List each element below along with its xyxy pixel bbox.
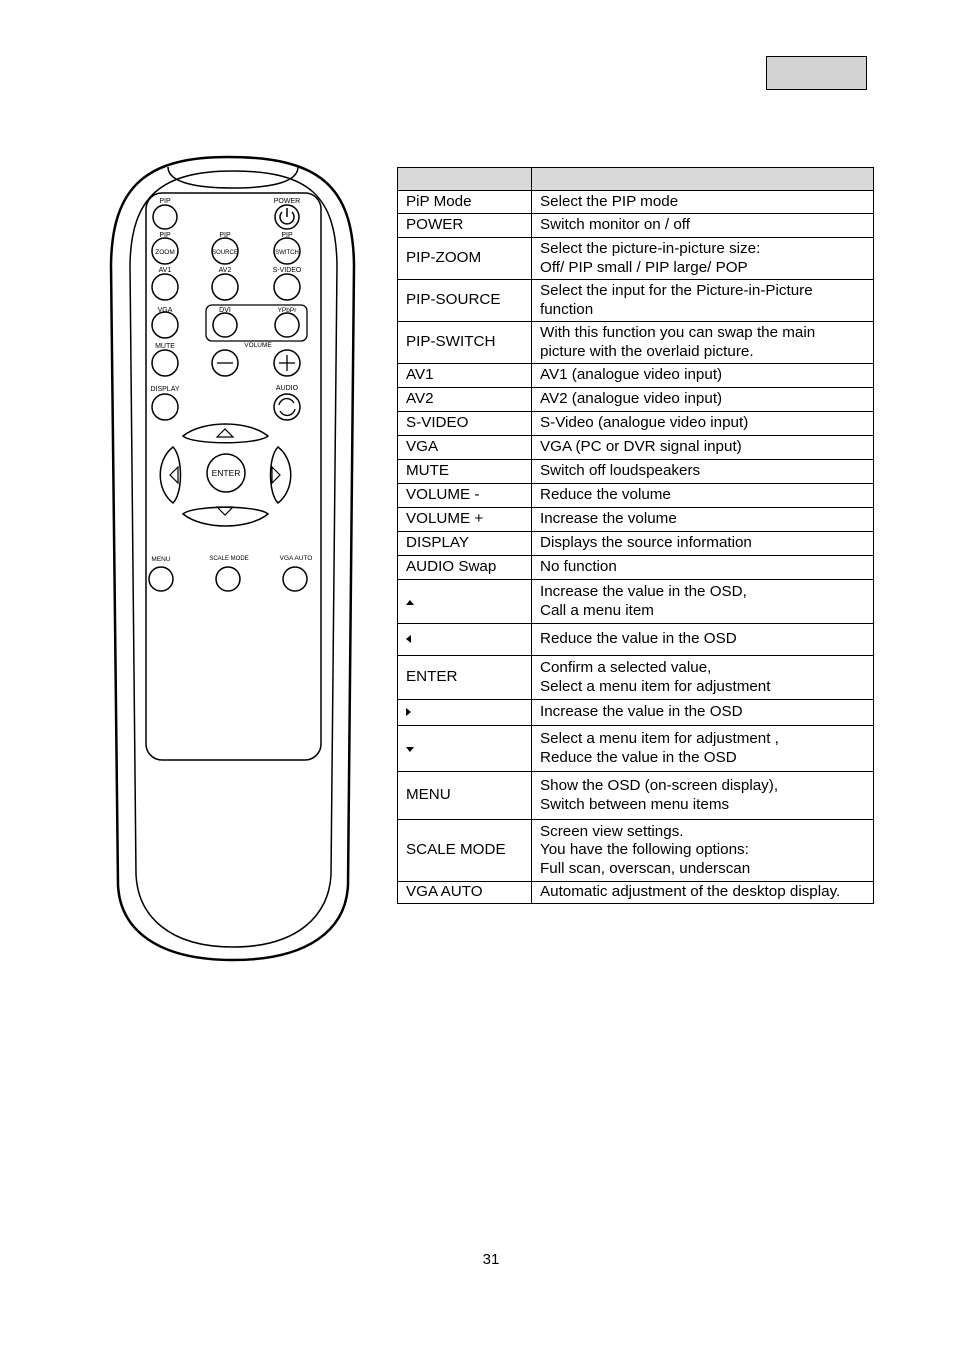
display-label: DISPLAY <box>150 386 180 393</box>
function-text-line: AV2 (analogue video input) <box>540 390 723 408</box>
function-cell <box>532 820 874 882</box>
enter-button[interactable] <box>207 454 245 492</box>
table-row <box>398 322 874 364</box>
swap-icon <box>279 399 295 416</box>
function-text-line: Increase the volume <box>540 510 677 528</box>
key-cell: SCALE MODE <box>398 820 532 882</box>
function-cell <box>532 412 874 436</box>
function-text-line: You have the following options: <box>540 841 749 859</box>
function-text-line: Switch off loudspeakers <box>540 462 701 480</box>
key-cell: MUTE <box>398 460 532 484</box>
function-text-line: No function <box>540 558 617 576</box>
function-text-line: Reduce the value in the OSD <box>540 630 737 648</box>
av1-button[interactable] <box>152 267 178 300</box>
table-row <box>398 214 874 238</box>
function-cell <box>532 484 874 508</box>
function-cell <box>532 364 874 388</box>
av2-button[interactable] <box>212 267 238 300</box>
key-cell: DISPLAY <box>398 532 532 556</box>
table-row <box>398 436 874 460</box>
table-row <box>398 388 874 412</box>
function-text-line: Increase the value in the OSD <box>540 703 743 721</box>
function-text-line: Select the input for the Picture-in-Picture <box>540 282 813 299</box>
table-row <box>398 484 874 508</box>
table-row <box>398 624 874 656</box>
table-row <box>398 820 874 882</box>
table-row <box>398 191 874 214</box>
function-text-line: Call a menu item <box>540 601 654 619</box>
function-text-line: Show the OSD (on-screen display), <box>540 777 779 794</box>
pip-switch-top-label: PIP <box>281 232 293 239</box>
table-row <box>398 508 874 532</box>
volume-label: VOLUME <box>244 342 272 349</box>
dpad-down-button[interactable] <box>183 507 268 526</box>
key-cell: MENU <box>398 772 532 820</box>
key-cell: AV2 <box>398 388 532 412</box>
vga-auto-button[interactable] <box>283 567 307 591</box>
vga-label: VGA <box>157 307 173 314</box>
zoom-button[interactable] <box>152 238 178 264</box>
function-cell <box>532 556 874 580</box>
arrow-down-icon <box>406 747 414 752</box>
menu-label: MENU <box>151 556 171 563</box>
key-cell <box>398 700 532 726</box>
function-cell <box>532 700 874 726</box>
switch-label: SWITCH <box>275 250 299 256</box>
key-cell: S-VIDEO <box>398 412 532 436</box>
key-cell <box>398 726 532 772</box>
key-cell: ENTER <box>398 656 532 700</box>
table-row <box>398 700 874 726</box>
dvi-label: DVI <box>219 307 231 314</box>
vga-auto-label: VGA AUTO <box>279 555 313 562</box>
pip-source-top-label: PIP <box>219 232 231 239</box>
arrow-left-icon <box>170 467 178 483</box>
menu-button[interactable] <box>149 567 173 591</box>
display-button[interactable] <box>152 394 178 420</box>
function-text-line: Select the picture-in-picture size: <box>540 240 761 257</box>
table-body <box>398 168 874 904</box>
function-text-line: Off/ PIP small / PIP large/ POP <box>540 258 748 276</box>
table-row <box>398 656 874 700</box>
function-cell <box>532 532 874 556</box>
key-cell: PIP-SWITCH <box>398 322 532 364</box>
function-cell <box>532 191 874 214</box>
scale-mode-button[interactable] <box>216 567 240 591</box>
table-row <box>398 238 874 280</box>
function-text-line: function <box>540 300 594 318</box>
function-cell <box>532 460 874 484</box>
remote-control-illustration <box>108 155 358 965</box>
av1-label: AV1 <box>158 267 172 274</box>
key-cell: PIP-SOURCE <box>398 280 532 322</box>
function-text-line: Increase the value in the OSD, <box>540 583 747 600</box>
table-row <box>398 364 874 388</box>
source-button[interactable] <box>212 238 238 264</box>
section-tab-box <box>766 56 867 90</box>
pip-button[interactable] <box>153 198 177 229</box>
table-row <box>398 580 874 624</box>
svideo-button[interactable] <box>273 267 302 300</box>
function-cell <box>532 656 874 700</box>
ypbpr-button[interactable] <box>275 307 299 337</box>
function-cell <box>532 436 874 460</box>
table-row <box>398 280 874 322</box>
arrow-down-icon <box>217 507 233 515</box>
function-text-line: Screen view settings. <box>540 822 684 840</box>
switch-button[interactable] <box>274 238 300 264</box>
key-function-table <box>397 167 874 904</box>
dpad-up-button[interactable] <box>183 424 268 443</box>
header-function-cell <box>532 168 874 191</box>
function-text-line: Select a menu item for adjustment , <box>540 730 779 747</box>
function-text-line: Reduce the value in the OSD <box>540 748 737 766</box>
function-text-line: picture with the overlaid picture. <box>540 342 754 360</box>
table-header-row <box>398 168 874 191</box>
key-cell: PiP Mode <box>398 191 532 214</box>
source-label: SOURCE <box>212 250 238 256</box>
key-cell: VGA <box>398 436 532 460</box>
function-text-line: Confirm a selected value, <box>540 659 712 676</box>
table-row <box>398 772 874 820</box>
function-text-line: Select a menu item for adjustment <box>540 677 771 695</box>
volume-up-button[interactable] <box>274 350 300 376</box>
arrow-up-icon <box>406 600 414 605</box>
function-text-line: AV1 (analogue video input) <box>540 366 723 384</box>
table-row <box>398 412 874 436</box>
arrow-up-icon <box>217 429 233 437</box>
key-cell: VOLUME - <box>398 484 532 508</box>
function-cell <box>532 772 874 820</box>
function-cell <box>532 624 874 656</box>
function-text-line: Switch monitor on / off <box>540 216 690 234</box>
vga-button[interactable] <box>152 307 178 338</box>
function-cell <box>532 508 874 532</box>
key-cell: POWER <box>398 214 532 238</box>
header-key-cell <box>398 168 532 191</box>
audio-button[interactable] <box>274 394 300 420</box>
function-cell <box>532 882 874 904</box>
scale-mode-label: SCALE MODE <box>209 556 249 562</box>
arrow-right-icon <box>272 467 280 483</box>
table-row <box>398 460 874 484</box>
function-text-line: Automatic adjustment of the desktop display. <box>540 883 841 901</box>
arrow-right-icon <box>406 708 411 716</box>
power-button[interactable] <box>274 198 300 229</box>
key-cell: AV1 <box>398 364 532 388</box>
table-row <box>398 882 874 904</box>
dpad <box>160 424 291 526</box>
table-row <box>398 556 874 580</box>
audio-label: AUDIO <box>275 385 299 392</box>
arrow-left-icon <box>406 635 411 643</box>
function-text-line: Switch between menu items <box>540 795 730 813</box>
dvi-button[interactable] <box>213 307 237 337</box>
function-cell <box>532 580 874 624</box>
av2-label: AV2 <box>218 267 232 274</box>
function-text-line: VGA (PC or DVR signal input) <box>540 438 742 456</box>
key-cell: VOLUME + <box>398 508 532 532</box>
svideo-label: S-VIDEO <box>272 267 302 274</box>
function-text-line: Full scan, overscan, underscan <box>540 859 751 877</box>
mute-button[interactable] <box>152 350 178 376</box>
function-cell <box>532 388 874 412</box>
zoom-label: ZOOM <box>155 249 175 256</box>
function-cell <box>532 322 874 364</box>
function-text-line: With this function you can swap the main <box>540 324 816 341</box>
pip-zoom-top-label: PIP <box>159 232 171 239</box>
function-cell <box>532 726 874 772</box>
page-number: 31 <box>482 1251 500 1268</box>
pip-label: PIP <box>159 198 171 205</box>
key-cell: AUDIO Swap <box>398 556 532 580</box>
key-cell <box>398 580 532 624</box>
table-row <box>398 532 874 556</box>
key-cell <box>398 624 532 656</box>
function-cell <box>532 238 874 280</box>
function-text-line: Reduce the volume <box>540 486 671 504</box>
table-row <box>398 726 874 772</box>
ypbpr-label: YPbPr <box>277 307 297 314</box>
function-text-line: S-Video (analogue video input) <box>540 414 749 432</box>
remote-top-notch <box>168 167 298 188</box>
function-text-line: Select the PIP mode <box>540 192 679 210</box>
volume-down-button[interactable] <box>212 350 238 376</box>
key-cell: VGA AUTO <box>398 882 532 904</box>
mute-label: MUTE <box>155 343 175 350</box>
key-cell: PIP-ZOOM <box>398 238 532 280</box>
power-label: POWER <box>273 198 301 205</box>
function-cell <box>532 280 874 322</box>
function-text-line: Displays the source information <box>540 534 752 552</box>
enter-label: ENTER <box>211 468 241 478</box>
function-cell <box>532 214 874 238</box>
